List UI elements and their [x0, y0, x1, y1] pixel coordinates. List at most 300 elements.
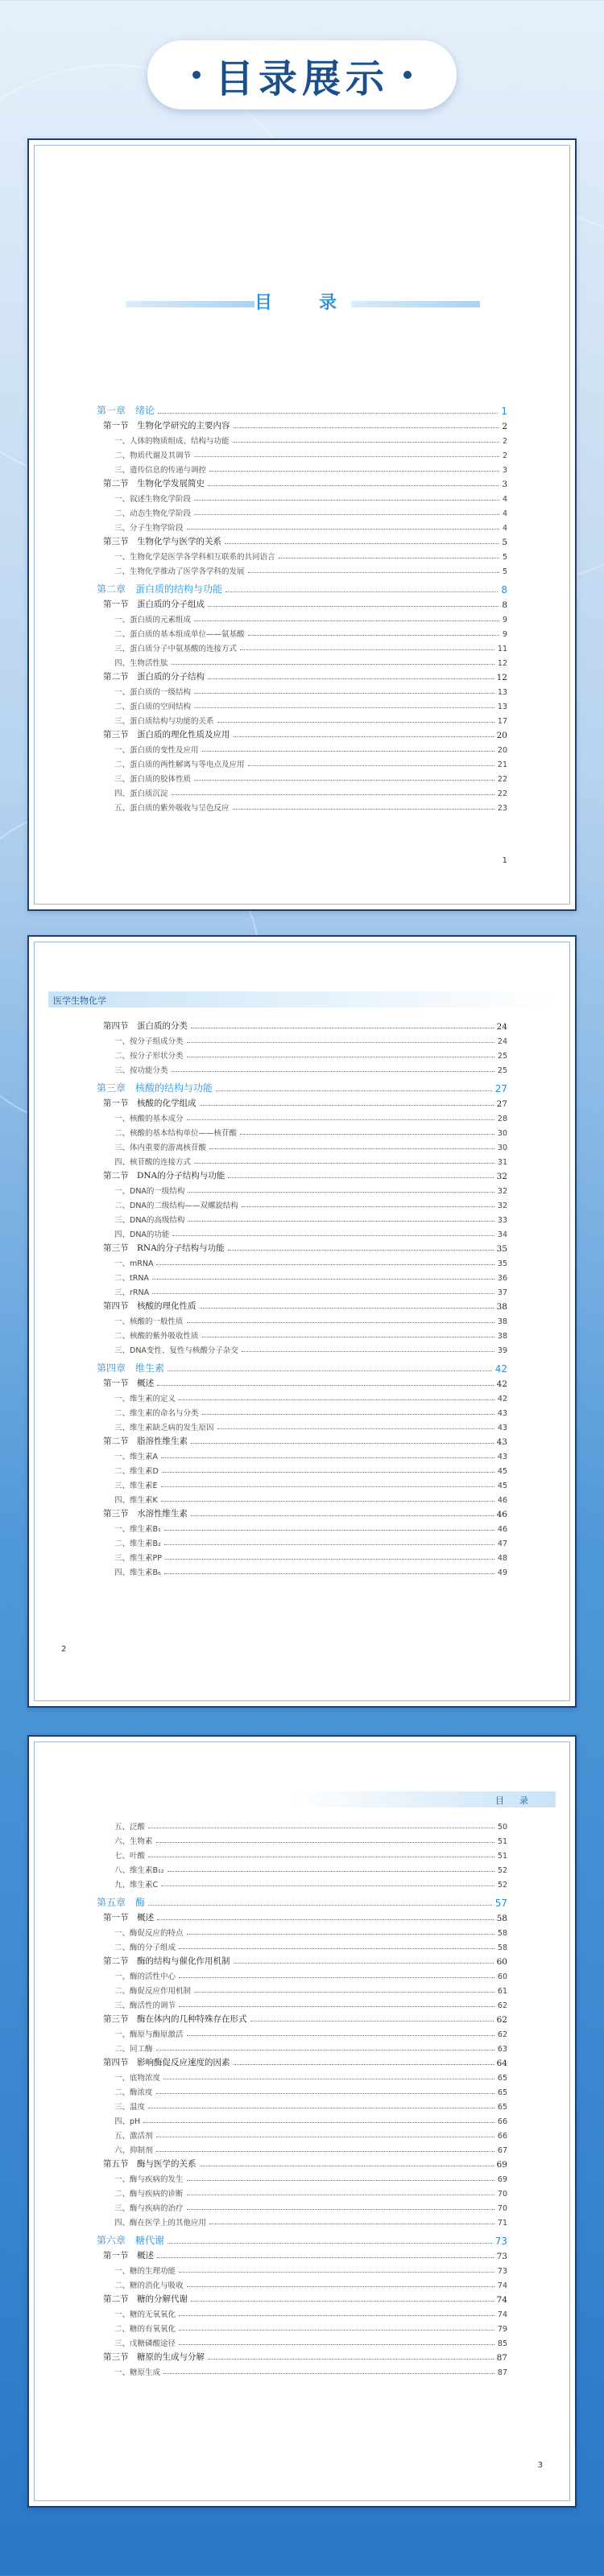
toc-entry-label: 六、抑制剂	[114, 2146, 153, 2155]
toc-entry-label: 第二节 脂溶性维生素	[103, 1436, 188, 1446]
dot-leader	[157, 2257, 494, 2258]
dot-leader	[152, 1293, 494, 1294]
dot-leader	[158, 413, 498, 414]
toc-item-row	[97, 2083, 507, 2097]
toc-entry-label: 四、核苷酸的连接方式	[114, 1158, 192, 1167]
toc-section-row	[97, 726, 507, 740]
toc-entry-label: 五、泛酸	[114, 1823, 146, 1832]
banner-title-text: 目录展示	[214, 56, 389, 101]
toc-entry-label: 第二节 生物化学发展简史	[103, 479, 205, 488]
dot-leader	[217, 1428, 494, 1429]
toc-entry-label: 第四节 影响酶促反应速度的因素	[103, 2058, 230, 2067]
toc-chapter-row	[97, 1890, 507, 1909]
toc-entry-label: 第三节 酶在体内的几种特殊存在形式	[103, 2014, 247, 2024]
toc-chapter-row	[97, 398, 507, 417]
toc-entry-page: 5	[502, 538, 507, 547]
toc-item-row	[97, 446, 507, 460]
toc-entry-label: 三、分子生物学阶段	[114, 524, 184, 533]
toc-item-row	[97, 1254, 507, 1268]
toc-entry-page: 17	[497, 717, 507, 726]
toc-entry-label: 二、蛋白质的空间结构	[114, 703, 192, 711]
toc-entry-label: 二、动态生物化学阶段	[114, 509, 192, 518]
toc-entry-label: 一、糖的无氧氧化	[114, 2310, 176, 2319]
toc-item-row	[97, 1152, 507, 1167]
toc-item-row	[97, 2334, 507, 2348]
toc-entry-page: 51	[497, 1852, 507, 1861]
title-dot-right	[403, 71, 412, 79]
toc-entry-label: 一、人体的物质组成、结构与功能	[114, 437, 230, 446]
dot-leader	[234, 736, 494, 737]
toc-entry-page: 24	[496, 1022, 507, 1032]
running-head-text: 目 录	[495, 1795, 532, 1806]
dot-leader	[217, 722, 494, 723]
toc-entry-label: 第六章 糖代谢	[97, 2235, 165, 2246]
dot-leader	[157, 1919, 494, 1920]
toc-entry-page: 46	[497, 1525, 507, 1534]
toc-entry-label: 二、DNA的二级结构——双螺旋结构	[114, 1201, 238, 1210]
toc-item-row	[97, 1268, 507, 1283]
dot-leader	[157, 1385, 494, 1386]
toc-item-row	[97, 1861, 507, 1875]
dot-leader	[202, 751, 494, 752]
toc-item-row	[97, 2261, 507, 2276]
toc-section-row	[97, 2010, 507, 2025]
toc-section-row	[97, 1239, 507, 1254]
toc-entry-page: 2	[502, 422, 507, 431]
toc-entry-page: 46	[496, 1510, 507, 1519]
toc-item-row	[97, 1138, 507, 1152]
toc-entry-label: 第五节 酶与医学的关系	[103, 2159, 197, 2169]
toc-page-1	[27, 138, 577, 911]
toc-item-row	[97, 1996, 507, 2010]
dot-leader	[143, 2122, 494, 2123]
toc-entry-page: 45	[497, 1467, 507, 1476]
toc-entry-page: 43	[496, 1437, 507, 1447]
toc-entry-page: 61	[497, 1987, 507, 1996]
toc-item-row	[97, 755, 507, 769]
toc-entry-page: 64	[496, 2059, 507, 2068]
toc-item-row	[97, 1490, 507, 1505]
page-number: 2	[61, 1645, 67, 1654]
dot-leader	[234, 2064, 494, 2065]
toc-entry-page: 71	[497, 2219, 507, 2228]
toc-entry-label: 第二节 蛋白质的分子结构	[103, 672, 205, 682]
dot-leader	[179, 1948, 494, 1949]
dot-leader	[152, 1279, 494, 1280]
toc-entry-label: 一、按分子组成分类	[114, 1037, 184, 1046]
toc-entry-page: 60	[496, 1957, 507, 1967]
toc-entry-page: 74	[497, 2281, 507, 2290]
toc-entry-page: 48	[497, 1554, 507, 1563]
toc-entry-page: 79	[497, 2325, 507, 2334]
toc-entry-page: 8	[501, 584, 507, 596]
toc-entry-label: 第二节 DNA的分子结构与功能	[103, 1171, 225, 1181]
dot-leader	[168, 2243, 492, 2244]
toc-item-row	[97, 610, 507, 624]
dot-leader	[161, 1486, 494, 1487]
toc-entry-page: 38	[497, 1317, 507, 1326]
toc-entry-label: 第四节 核酸的理化性质	[103, 1301, 197, 1311]
dot-leader	[156, 2093, 494, 2094]
toc-list	[97, 1817, 507, 2377]
toc-item-row	[97, 2039, 507, 2054]
toc-item-row	[97, 682, 507, 697]
toc-entry-label: 二、核酸的紫外吸收性质	[114, 1332, 199, 1341]
dot-leader	[194, 1163, 494, 1164]
toc-entry-label: 第一节 概述	[103, 1913, 154, 1923]
dot-leader	[188, 1192, 494, 1193]
toc-entry-page: 74	[497, 2310, 507, 2319]
toc-entry-page: 42	[494, 1363, 507, 1375]
toc-entry-page: 87	[496, 2353, 507, 2363]
toc-item-row	[97, 1476, 507, 1490]
toc-heading	[230, 289, 375, 314]
toc-entry-page: 28	[497, 1115, 507, 1123]
toc-entry-label: 六、生物素	[114, 1837, 153, 1846]
toc-entry-label: 三、蛋白质结构与功能的关系	[114, 717, 214, 726]
toc-entry-label: 一、核酸的一般性质	[114, 1317, 184, 1326]
toc-entry-label: 二、按分子形状分类	[114, 1052, 184, 1061]
toc-entry-label: 三、戊糖磷酸途径	[114, 2339, 176, 2348]
toc-entry-page: 43	[497, 1424, 507, 1432]
toc-item-row	[97, 711, 507, 726]
toc-item-row	[97, 2319, 507, 2334]
toc-entry-label: 二、同工酶	[114, 2045, 153, 2054]
dot-leader	[191, 1515, 494, 1516]
toc-entry-page: 32	[497, 1201, 507, 1210]
toc-entry-label: 二、糖的消化与吸收	[114, 2281, 184, 2290]
banner-title	[147, 40, 457, 109]
toc-entry-label: 二、维生素的命名与分类	[114, 1409, 199, 1418]
dot-leader	[209, 1148, 494, 1149]
dot-leader	[187, 529, 499, 530]
toc-entry-label: 二、酶与疾病的诊断	[114, 2190, 184, 2199]
toc-item-row	[97, 2305, 507, 2319]
toc-entry-label: 一、叙述生物化学阶段	[114, 495, 192, 504]
toc-entry-page: 50	[497, 1823, 507, 1832]
dot-leader	[200, 1308, 494, 1309]
toc-entry-label: 第四节 蛋白质的分类	[103, 1021, 188, 1031]
toc-entry-page: 27	[496, 1099, 507, 1109]
toc-entry-page: 43	[497, 1409, 507, 1418]
dot-leader	[225, 543, 499, 544]
toc-entry-label: 第五章 酶	[97, 1897, 146, 1908]
dot-leader	[179, 1977, 494, 1978]
toc-entry-page: 73	[496, 2252, 507, 2261]
toc-section-row	[97, 533, 507, 547]
toc-entry-label: 一、酶的活性中心	[114, 1972, 176, 1981]
toc-entry-label: 二、维生素B₂	[114, 1539, 161, 1548]
toc-entry-page: 23	[497, 804, 507, 813]
toc-entry-label: 第三节 蛋白质的理化性质及应用	[103, 730, 230, 740]
toc-entry-label: 一、糖的生理功能	[114, 2267, 176, 2276]
dot-leader	[179, 1399, 494, 1400]
dot-leader	[202, 1414, 494, 1415]
toc-entry-label: 九、维生素C	[114, 1881, 159, 1890]
toc-entry-label: 二、糖的有氧氧化	[114, 2325, 176, 2334]
toc-section-row	[97, 1167, 507, 1181]
toc-entry-label: 三、酶活性的调节	[114, 2001, 176, 2010]
toc-entry-label: 一、底物浓度	[114, 2074, 161, 2083]
toc-item-row	[97, 1403, 507, 1418]
toc-entry-label: 第一节 概述	[103, 2251, 154, 2261]
toc-item-row	[97, 697, 507, 711]
toc-item-row	[97, 1061, 507, 1075]
dot-leader	[163, 2373, 494, 2374]
toc-section-row	[97, 668, 507, 682]
toc-entry-page: 52	[497, 1881, 507, 1890]
toc-entry-label: 一、mRNA	[114, 1259, 154, 1268]
toc-entry-label: 第三节 RNA的分子结构与功能	[103, 1243, 225, 1253]
dot-leader	[148, 1905, 492, 1906]
toc-entry-label: 一、DNA的一级结构	[114, 1187, 185, 1196]
toc-entry-page: 30	[497, 1129, 507, 1138]
toc-entry-page: 37	[497, 1288, 507, 1297]
toc-entry-page: 43	[497, 1453, 507, 1461]
toc-entry-label: 二、酶浓度	[114, 2088, 153, 2097]
toc-section-row	[97, 1094, 507, 1109]
toc-entry-label: 二、酶的分子组成	[114, 1943, 176, 1952]
dot-leader	[172, 664, 494, 665]
toc-entry-page: 20	[497, 746, 507, 755]
toc-item-row	[97, 1210, 507, 1225]
dot-leader	[240, 1134, 494, 1135]
dot-leader	[187, 1322, 494, 1323]
dot-leader	[172, 1235, 494, 1236]
toc-entry-page: 85	[497, 2339, 507, 2348]
toc-entry-label: 二、蛋白质的基本组成单位——氨基酸	[114, 630, 245, 639]
toc-entry-label: 三、维生素缺乏病的发生原因	[114, 1424, 214, 1432]
toc-item-row	[97, 2025, 507, 2039]
toc-item-row	[97, 1817, 507, 1832]
toc-page-2	[27, 935, 577, 1708]
toc-item-row	[97, 489, 507, 504]
toc-entry-page: 3	[502, 466, 507, 475]
toc-entry-label: 二、生物化学推动了医学各学科的发展	[114, 567, 245, 576]
toc-entry-label: 一、维生素的定义	[114, 1395, 176, 1403]
toc-section-row	[97, 1505, 507, 1519]
toc-section-row	[97, 2290, 507, 2305]
dot-leader	[172, 794, 494, 795]
toc-entry-label: 三、遗传信息的传递与调控	[114, 466, 207, 475]
toc-entry-page: 22	[497, 775, 507, 784]
toc-entry-page: 5	[502, 553, 507, 562]
toc-entry-page: 9	[502, 616, 507, 624]
toc-entry-label: 二、tRNA	[114, 1274, 149, 1283]
toc-entry-page: 67	[497, 2146, 507, 2155]
toc-entry-label: 一、酶促反应的特点	[114, 1929, 184, 1938]
toc-entry-page: 58	[496, 1914, 507, 1923]
dot-leader	[208, 485, 499, 486]
dot-leader	[233, 442, 499, 443]
dot-leader	[194, 707, 494, 708]
dot-leader	[194, 514, 499, 515]
toc-item-row	[97, 1846, 507, 1861]
toc-entry-label: 第一节 蛋白质的分子组成	[103, 600, 205, 609]
toc-entry-label: 一、酶与疾病的发生	[114, 2175, 184, 2184]
dot-leader	[194, 620, 499, 621]
dot-leader	[194, 693, 494, 694]
dot-leader	[187, 2209, 494, 2210]
dot-leader	[164, 1573, 494, 1574]
toc-item-row	[97, 1832, 507, 1846]
toc-entry-page: 42	[496, 1379, 507, 1389]
dot-leader	[156, 1264, 494, 1265]
dot-leader	[194, 780, 494, 781]
running-head	[48, 991, 556, 1008]
toc-entry-page: 65	[497, 2103, 507, 2112]
toc-item-row	[97, 562, 507, 576]
toc-entry-label: 三、蛋白质分子中氨基酸的连接方式	[114, 645, 238, 653]
toc-entry-page: 66	[497, 2117, 507, 2126]
toc-item-row	[97, 1181, 507, 1196]
toc-item-row	[97, 1123, 507, 1138]
toc-entry-label: 第二节 糖的分解代谢	[103, 2294, 188, 2304]
toc-entry-page: 8	[502, 600, 507, 610]
toc-entry-label: 一、酶原与酶原激活	[114, 2030, 184, 2039]
toc-entry-label: 五、激活剂	[114, 2132, 153, 2141]
toc-item-row	[97, 769, 507, 784]
toc-item-row	[97, 1534, 507, 1548]
toc-item-row	[97, 460, 507, 475]
dot-leader	[156, 1842, 494, 1843]
toc-entry-label: 二、酶促反应作用机制	[114, 1987, 192, 1996]
dot-leader	[187, 1119, 494, 1120]
toc-entry-label: 一、维生素B₁	[114, 1525, 161, 1534]
toc-item-row	[97, 504, 507, 518]
toc-entry-page: 47	[497, 1539, 507, 1548]
toc-item-row	[97, 1548, 507, 1563]
toc-entry-label: 第一章 绪论	[97, 405, 155, 416]
toc-item-row	[97, 1447, 507, 1461]
toc-entry-page: 57	[494, 1898, 507, 1909]
dot-leader	[240, 649, 494, 650]
toc-entry-label: 第三节 水溶性维生素	[103, 1509, 188, 1519]
toc-entry-page: 25	[497, 1052, 507, 1061]
toc-item-row	[97, 740, 507, 755]
toc-entry-page: 62	[496, 2015, 507, 2025]
dot-leader	[194, 456, 499, 457]
toc-entry-page: 63	[497, 2045, 507, 2054]
toc-entry-page: 33	[497, 1216, 507, 1225]
toc-chapter-row	[97, 576, 507, 596]
toc-chapter-row	[97, 1355, 507, 1375]
toc-item-row	[97, 1046, 507, 1061]
dot-leader	[233, 809, 494, 810]
toc-item-row	[97, 2184, 507, 2199]
toc-section-row	[97, 475, 507, 489]
dot-leader	[165, 1559, 494, 1560]
toc-entry-page: 11	[497, 645, 507, 653]
toc-entry-label: 三、温度	[114, 2103, 146, 2112]
toc-entry-label: 第二节 酶的结构与催化作用机制	[103, 1956, 230, 1966]
toc-item-row	[97, 1109, 507, 1123]
toc-item-row	[97, 2363, 507, 2377]
dot-leader	[187, 1934, 494, 1935]
toc-entry-page: 49	[497, 1568, 507, 1577]
toc-item-row	[97, 2199, 507, 2213]
toc-section-row	[97, 417, 507, 431]
toc-section-row	[97, 1297, 507, 1312]
toc-entry-page: 36	[497, 1274, 507, 1283]
toc-entry-label: 一、蛋白质的元素组成	[114, 616, 192, 624]
toc-entry-page: 34	[497, 1230, 507, 1239]
toc-entry-page: 1	[501, 406, 507, 417]
dot-leader	[248, 765, 494, 766]
toc-item-row	[97, 1283, 507, 1297]
toc-section-row	[97, 1432, 507, 1447]
toc-entry-label: 第一节 概述	[103, 1379, 154, 1388]
toc-entry-page: 20	[496, 731, 507, 740]
toc-entry-page: 12	[496, 673, 507, 682]
toc-section-row	[97, 2247, 507, 2261]
dot-leader	[168, 1871, 494, 1872]
toc-entry-page: 65	[497, 2074, 507, 2083]
toc-item-row	[97, 2112, 507, 2126]
dot-leader	[208, 678, 494, 679]
toc-item-row	[97, 1981, 507, 1996]
toc-entry-page: 4	[502, 495, 507, 504]
dot-leader	[194, 500, 499, 501]
toc-entry-page: 66	[497, 2132, 507, 2141]
dot-leader	[187, 2035, 494, 2036]
dot-leader	[234, 427, 499, 428]
toc-entry-page: 13	[497, 703, 507, 711]
toc-entry-label: 七、叶酸	[114, 1852, 146, 1861]
toc-item-row	[97, 1312, 507, 1326]
toc-item-row	[97, 2126, 507, 2141]
running-head-text: 医学生物化学	[53, 995, 106, 1006]
dot-leader	[164, 1544, 494, 1545]
toc-item-row	[97, 1875, 507, 1890]
dot-leader	[228, 1250, 494, 1251]
dot-leader	[179, 2330, 494, 2331]
dot-leader	[188, 1221, 494, 1222]
toc-entry-page: 25	[497, 1066, 507, 1075]
dot-leader	[248, 635, 499, 636]
toc-entry-page: 24	[497, 1037, 507, 1046]
toc-entry-page: 21	[497, 760, 507, 769]
dot-leader	[225, 591, 498, 592]
toc-entry-label: 四、DNA的功能	[114, 1230, 170, 1239]
toc-entry-page: 45	[497, 1482, 507, 1490]
toc-entry-label: 四、维生素B₆	[114, 1568, 161, 1577]
dot-leader	[209, 471, 499, 472]
toc-entry-page: 13	[497, 688, 507, 697]
toc-entry-label: 四、酶在医学上的其他应用	[114, 2219, 207, 2228]
dot-leader	[179, 2006, 494, 2007]
dot-leader	[208, 2359, 494, 2360]
page-number: 1	[502, 856, 507, 865]
toc-page-3	[27, 1735, 577, 2508]
toc-entry-page: 42	[497, 1395, 507, 1403]
toc-item-row	[97, 2276, 507, 2290]
toc-entry-page: 3	[502, 480, 507, 489]
dot-leader	[191, 1443, 494, 1444]
toc-heading-text: 目 录	[254, 293, 351, 313]
toc-entry-page: 32	[497, 1187, 507, 1196]
toc-entry-page: 69	[496, 2160, 507, 2170]
toc-entry-page: 46	[497, 1496, 507, 1505]
toc-list	[97, 398, 507, 813]
toc-entry-label: 一、核酸的基本成分	[114, 1115, 184, 1123]
toc-section-row	[97, 2348, 507, 2363]
toc-item-row	[97, 431, 507, 446]
toc-entry-page: 32	[496, 1172, 507, 1181]
dot-leader	[161, 1457, 494, 1458]
toc-entry-label: 二、维生素D	[114, 1467, 159, 1476]
toc-entry-label: 三、按功能分类	[114, 1066, 168, 1075]
